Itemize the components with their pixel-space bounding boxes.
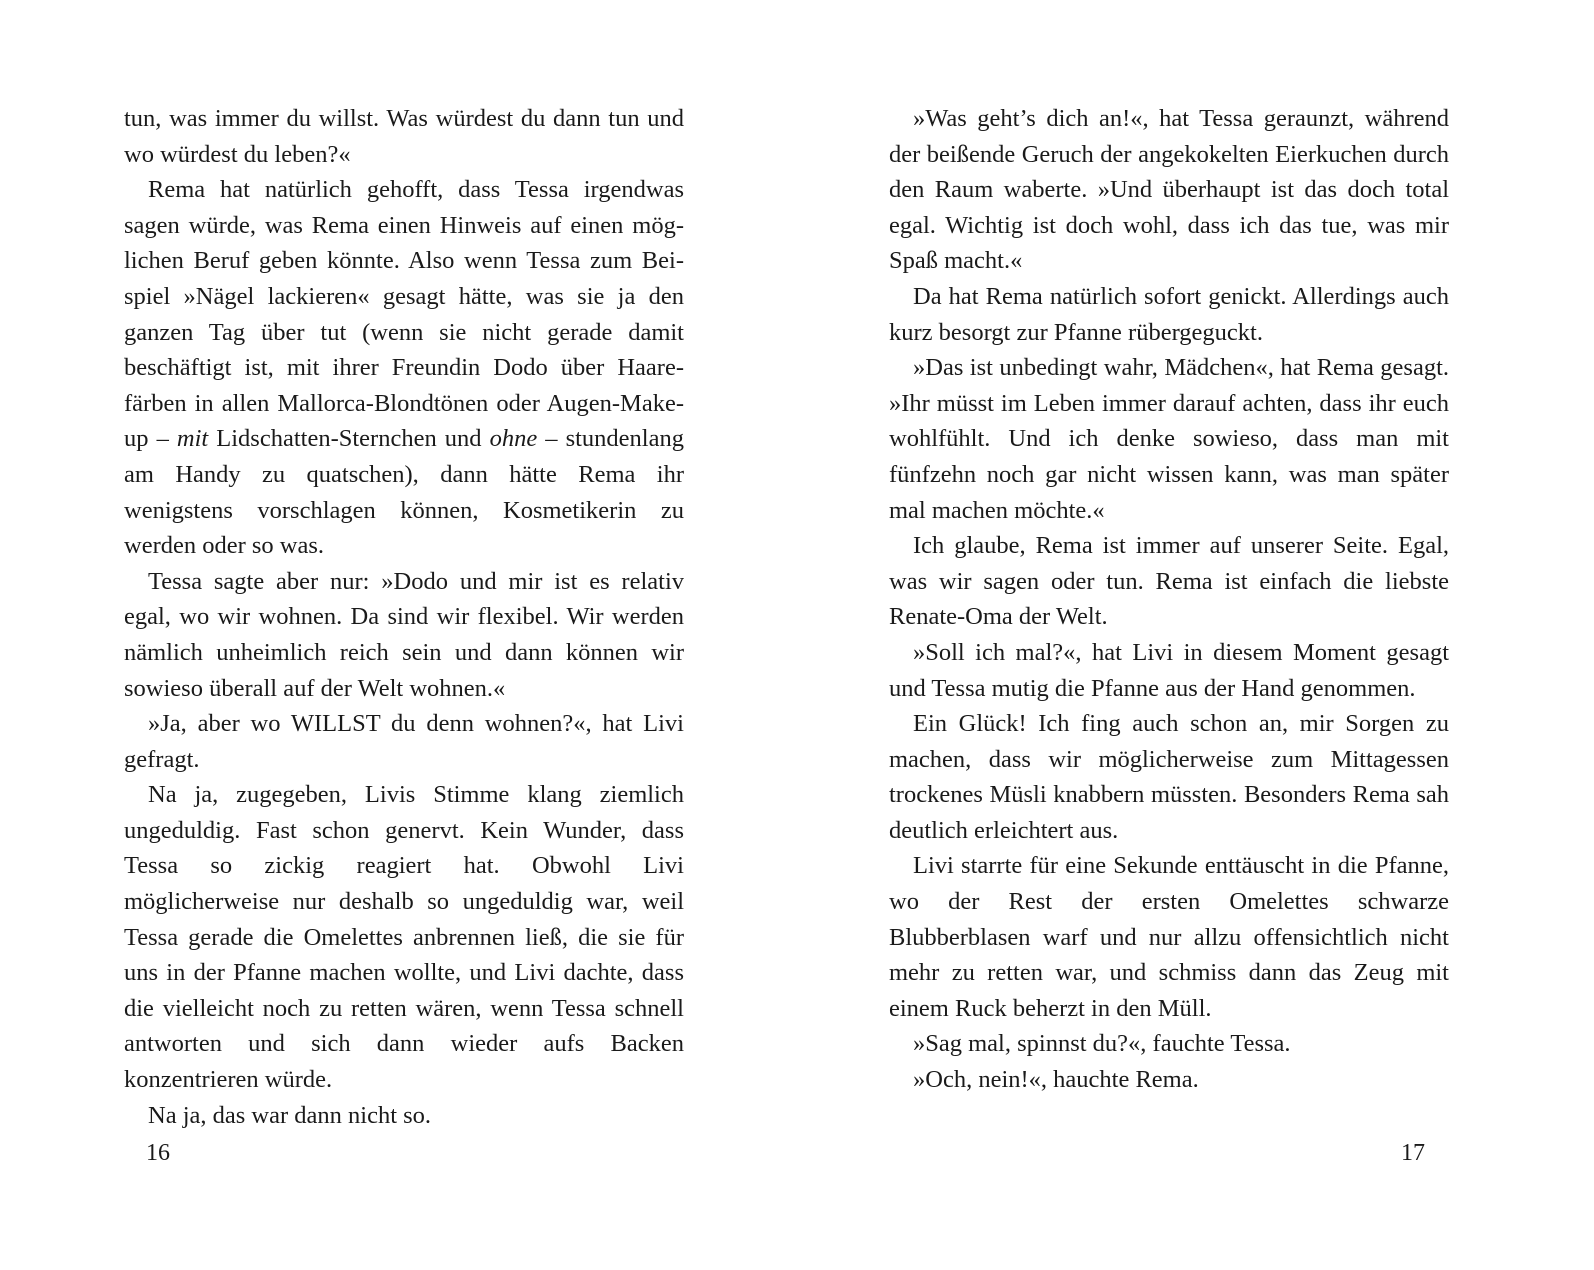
paragraph: Na ja, das war dann nicht so. [148, 1101, 432, 1129]
paragraph-text: – stundenlang am Handy zu quatschen), dann hätte Rema ihr wenigstens vorschlagen können, Kosmetikerin zu werden oder so was. [124, 425, 684, 560]
paragraph: »Sag mal, spinnst du?«, fauchte Tessa. [913, 1030, 1291, 1058]
right-page [797, 0, 1594, 1270]
paragraph: »Och, nein!«, hauchte Rema. [913, 1066, 1199, 1094]
paragraph: Livi starrte für eine Sekunde enttäuscht in die Pfanne, wo der Rest der ersten Omelettes schwarze Blubberblasen warf und nur allzu offensichtlich nicht mehr zu retten war, und schmiss dann das Zeug mit einem Ruck beherzt in den Müll. [889, 852, 1449, 1022]
paragraph: »Das ist unbedingt wahr, Mädchen«, hat Rema gesagt. »Ihr müsst im Leben immer darauf achten, dass ihr euch wohlfühlt. Und ich denke sowieso, dass man mit fünfzehn noch gar nicht wissen kann, was man später mal machen möchte.« [889, 354, 1449, 524]
right-page-text [889, 101, 1449, 1098]
paragraph-text: Rema hat natürlich gehofft, dass Tessa irgendwas sagen würde, was Rema einen Hinweis auf einen möglichen Beruf geben könnte. Also wenn Tessa zum Beispiel »Nägel lackieren« gesagt hätte, was sie ja den ganzen Tag über tut (wenn sie nicht gerade damit beschäftigt ist, mit ihrer Freundin Dodo über Haarefärben in allen Mallorca-Blondtönen oder Augen-Make-up – [124, 176, 684, 453]
paragraph: »Ja, aber wo WILLST du denn wohnen?«, hat Livi gefragt. [124, 710, 684, 773]
paragraph: Na ja, zugegeben, Livis Stimme klang ziemlich ungeduldig. Fast schon genervt. Kein Wunder, dass Tessa so zickig reagiert hat. Obwohl Livi möglicherweise nur deshalb so ungeduldig war, weil Tessa gerade die Omelettes anbrennen ließ, die sie für uns in der Pfanne machen wollte, und Livi dachte, dass die vielleicht noch zu retten wären, wenn Tessa schnell antworten und sich dann wieder aufs Backen konzentrieren würde. [124, 781, 684, 1094]
paragraph: Da hat Rema natürlich sofort genickt. Allerdings auch kurz besorgt zur Pfanne rübergeguckt. [889, 282, 1449, 346]
emphasis-text: ohne [489, 425, 538, 453]
paragraph: Ein Glück! Ich fing auch schon an, mir Sorgen zu machen, dass wir möglicherweise zum Mittagessen trockenes Müsli knabbern müssten. Besonders Rema sah deutlich erleichtert aus. [889, 710, 1449, 844]
left-page-text [124, 101, 684, 1133]
page-number-right: 17 [1401, 1140, 1425, 1166]
paragraph: »Was geht’s dich an!«, hat Tessa geraunzt, während der beißende Geruch der angekokelten Eierkuchen durch den Raum waberte. »Und überhaupt ist das doch total egal. Wichtig ist doch wohl, dass ich das tue, was mir Spaß macht.« [889, 105, 1449, 275]
paragraph: Ich glaube, Rema ist immer auf unserer Seite. Egal, was wir sagen oder tun. Rema ist einfach die liebste Renate-Oma der Welt. [889, 532, 1449, 631]
page-number-left: 16 [146, 1140, 170, 1166]
paragraph [124, 172, 684, 564]
paragraph: tun, was immer du willst. Was würdest du dann tun und wo würdest du leben?« [124, 105, 684, 168]
paragraph: »Soll ich mal?«, hat Livi in diesem Moment gesagt und Tessa mutig die Pfanne aus der Hand genommen. [889, 638, 1449, 702]
paragraph: Tessa sagte aber nur: »Dodo und mir ist es relativ egal, wo wir wohnen. Da sind wir flexibel. Wir werden nämlich unheimlich reich sein und dann können wir sowieso überall auf der Welt wohnen.« [124, 567, 684, 702]
emphasis-text: mit [176, 425, 209, 453]
paragraph-text: Lidschatten-Sternchen und [208, 425, 490, 453]
